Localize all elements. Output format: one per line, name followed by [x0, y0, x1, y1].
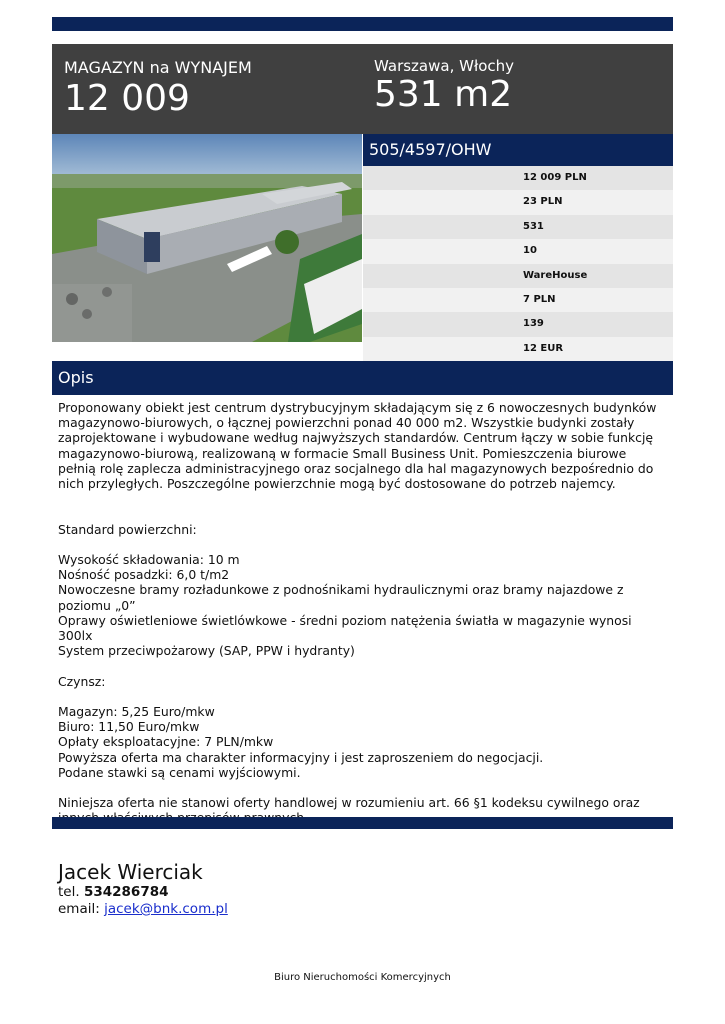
spec-table [363, 166, 673, 361]
listing-location: Warszawa, Włochy [374, 57, 515, 75]
phone-label: tel. [58, 884, 80, 900]
spec-value: 7 PLN [523, 293, 556, 305]
description-line: Wysokość składowania: 10 m [58, 552, 240, 568]
description-line: Nowoczesne bramy rozładunkowe z podnośnikami hydraulicznymi oraz bramy najazdowe z poziomu „0” [58, 582, 624, 613]
email-label: email: [58, 901, 100, 917]
description-line [58, 658, 668, 673]
listing-type: MAGAZYN na WYNAJEM [64, 58, 252, 77]
spec-row [363, 239, 673, 263]
description-line: Proponowany obiekt jest centrum dystrybucyjnym składającym się z 6 nowoczesnych budynków magazynowo-biurowych, o łącznej powierzchni ponad 40 000 m2. Wszystkie budynki zostały zaprojektowane i wybudowane według najwyższych standardów. Centrum łączy w sobie funkcję magazynowo-biurową, realizowaną w formacie Small Business Unit. Pomieszczenia biurowe pełnią rolę zaplecza administracyjnego oraz socjalnego dla hal magazynowych bezpośrednio do nich przyległych. Poszczególne powierzchnie mogą być dostosowane do potrzeb najemcy. [58, 400, 657, 492]
agent-phone-line [58, 884, 228, 901]
description-line [58, 689, 668, 704]
description-line: Oprawy oświetleniowe świetlówkowe - średni poziom natężenia światła w magazynie wynosi 300lx [58, 612, 632, 644]
spec-value: 12 EUR [523, 342, 564, 354]
description-line [58, 506, 668, 521]
description-line: Niniejsza oferta nie stanowi oferty handlowej w rozumieniu art. 66 §1 kodeksu cywilnego oraz [58, 795, 640, 811]
phone-number: 534286784 [83, 884, 169, 900]
spec-row [363, 312, 673, 336]
footer-text: Biuro Nieruchomości Komercyjnych [274, 972, 451, 983]
spec-row [363, 190, 673, 214]
listing-area: 531 m2 [374, 74, 513, 115]
spec-value: 139 [523, 318, 544, 330]
reference-bar [363, 134, 673, 166]
listing-price: 12 009 [64, 78, 190, 119]
description-line: Podane stawki są cenami wyjściowymi. [58, 764, 301, 780]
description-body [58, 400, 668, 826]
description-line: Nośność posadzki: 6,0 t/m2 [58, 567, 230, 583]
description-line [58, 537, 668, 552]
section-title: Opis [58, 368, 94, 387]
agent-name: Jacek Wierciak [58, 860, 203, 884]
description-line: Czynsz: [58, 673, 106, 689]
email-link[interactable]: jacek@bnk.com.pl [104, 901, 228, 917]
spec-row [363, 288, 673, 312]
spec-value: 10 [523, 245, 537, 257]
spec-row [363, 337, 673, 361]
property-photo [52, 134, 362, 342]
agent-email-line [58, 901, 228, 918]
description-line: Magazyn: 5,25 Euro/mkw [58, 704, 215, 720]
description-line: Biuro: 11,50 Euro/mkw [58, 719, 200, 735]
description-line [58, 491, 668, 506]
description-line: Powyższa oferta ma charakter informacyjny i jest zaproszeniem do negocjacji. [58, 749, 544, 765]
bottom-decor-bar [52, 817, 673, 829]
spec-row [363, 166, 673, 190]
spec-value: 23 PLN [523, 196, 563, 208]
top-decor-bar [52, 17, 673, 31]
description-header [52, 361, 673, 395]
description-line: Standard powierzchni: [58, 521, 197, 537]
spec-value: WareHouse [523, 269, 588, 281]
reference-number: 505/4597/OHW [369, 140, 492, 159]
warehouse-aerial-image [52, 134, 362, 342]
description-line: Opłaty eksploatacyjne: 7 PLN/mkw [58, 734, 274, 750]
description-line [58, 780, 668, 795]
spec-value: 531 [523, 220, 544, 232]
spec-row [363, 264, 673, 288]
spec-value: 12 009 PLN [523, 172, 587, 183]
listing-header [52, 44, 673, 134]
description-line: System przeciwpożarowy (SAP, PPW i hydranty) [58, 643, 355, 659]
spec-row [363, 215, 673, 239]
contact-block [58, 860, 228, 918]
